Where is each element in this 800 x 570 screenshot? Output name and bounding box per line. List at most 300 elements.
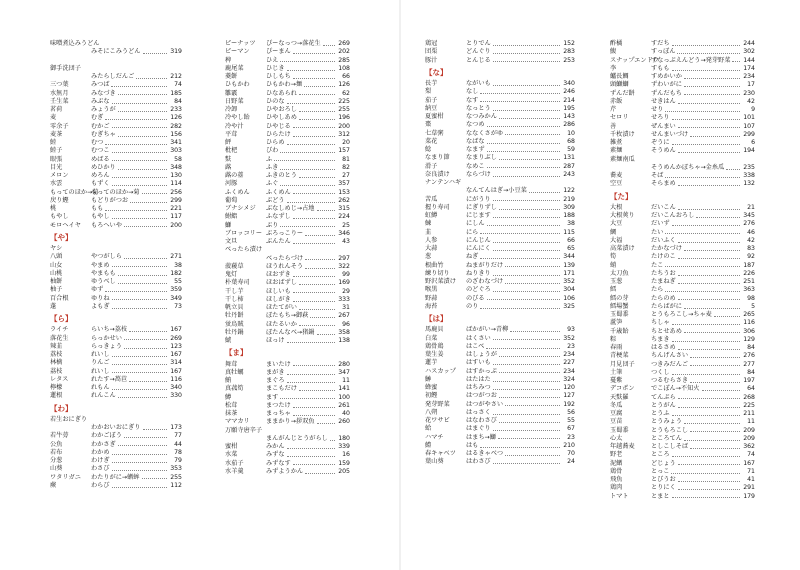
- entry-reading: ぴーなっつ→落花生: [266, 40, 321, 47]
- entry-term: 野老: [610, 451, 623, 459]
- entry-reading: たまねぎ: [651, 278, 676, 285]
- entry-reading: つるむらさき: [651, 377, 689, 384]
- index-entry: [610, 48, 755, 56]
- entry-page-number: 271: [170, 253, 182, 261]
- dot-leader: [287, 197, 335, 203]
- entry-term: モロヘイヤ: [50, 221, 81, 229]
- index-entry: [50, 392, 182, 400]
- dot-leader: [112, 368, 167, 374]
- entry-page-number: 319: [170, 48, 182, 56]
- entry-reading: まいたけ: [266, 360, 291, 368]
- entry-reading: まつたけ: [266, 401, 291, 409]
- section-heading: [425, 315, 575, 323]
- dot-leader: [118, 90, 167, 96]
- index-entry: [50, 270, 182, 278]
- entry-page-number: 126: [170, 114, 182, 122]
- dot-leader: [293, 271, 335, 277]
- entry-term: 水羊羹: [225, 467, 244, 475]
- entry-reading: ふ: [266, 155, 273, 163]
- entry-page-number: 73: [174, 302, 182, 310]
- entry-page-number: 153: [338, 188, 350, 196]
- entry-page-number: 225: [743, 401, 755, 409]
- index-entry: [425, 409, 575, 417]
- entry-reading: そらまめ: [651, 180, 676, 188]
- entry-term: 蕗: [225, 163, 232, 171]
- entry-page-number: 123: [170, 342, 182, 350]
- entry-page-number: 70: [567, 450, 575, 457]
- index-entry: [425, 458, 575, 466]
- dot-leader: [112, 98, 167, 104]
- entry-reading: もってのほか→菊: [91, 188, 140, 196]
- index-entry: [225, 164, 350, 172]
- index-entry: [50, 189, 182, 197]
- entry-reading: わかおいおにぎり: [91, 424, 141, 431]
- entry-page-number: 98: [747, 294, 755, 302]
- index-entry: [610, 418, 755, 426]
- entry-page-number: 24: [567, 458, 575, 466]
- index-entry: [610, 237, 755, 245]
- entry-term: 鰒: [610, 48, 617, 56]
- entry-term: 林檎: [50, 359, 63, 367]
- entry-page-number: 255: [338, 106, 350, 113]
- index-entry: [50, 326, 182, 334]
- dot-leader: [480, 97, 560, 103]
- entry-reading: そば: [651, 172, 664, 179]
- index-entry: [50, 90, 182, 98]
- entry-term: 壬生菜: [50, 97, 69, 105]
- entry-page-number: 315: [338, 205, 350, 212]
- entry-reading: すもも: [651, 64, 670, 72]
- dot-leader: [112, 180, 167, 186]
- index-entry: [610, 319, 755, 327]
- entry-page-number: 25: [342, 221, 350, 229]
- index-entry: [225, 172, 350, 180]
- index-entry: [225, 73, 350, 81]
- entry-term: 冬瓜: [610, 401, 623, 409]
- index-entry: [225, 427, 350, 435]
- entry-reading: やまめ: [91, 261, 110, 269]
- entry-term: 葡萄: [225, 196, 238, 204]
- entry-term: 高菜漬け: [610, 245, 635, 252]
- dot-leader: [493, 425, 560, 431]
- index-entry: [610, 352, 755, 360]
- dot-leader: [505, 401, 560, 407]
- entry-page-number: 58: [174, 155, 182, 163]
- dot-leader: [493, 40, 560, 46]
- index-entry: [50, 222, 182, 230]
- index-entry: [610, 303, 755, 311]
- entry-term: 素麺南瓜: [610, 155, 635, 163]
- entry-term: 棗: [425, 121, 432, 129]
- entry-reading: なつみかん: [466, 113, 497, 120]
- entry-term: 豆苗: [610, 418, 623, 426]
- entry-page-number: 114: [170, 180, 182, 188]
- entry-page-number: 130: [170, 172, 182, 179]
- entry-term: 春キャベツ: [425, 450, 456, 457]
- entry-page-number: 352: [563, 334, 575, 342]
- entry-reading: ひもかわ→麺: [266, 81, 303, 89]
- index-entry: [425, 163, 575, 171]
- entry-page-number: 276: [743, 352, 755, 360]
- dot-leader: [684, 90, 740, 96]
- entry-page-number: 41: [747, 476, 755, 483]
- entry-term: [225, 255, 265, 263]
- entry-page-number: 322: [338, 262, 350, 270]
- dot-leader: [493, 376, 560, 382]
- index-entry: [50, 384, 182, 392]
- entry-term: [50, 48, 90, 56]
- entry-page-number: 157: [338, 147, 350, 155]
- entry-page-number: 44: [174, 440, 182, 448]
- entry-page-number: 55: [174, 278, 182, 285]
- entry-term: 蓬: [50, 302, 57, 310]
- entry-reading: ぼたんなべ→猪鍋: [266, 328, 315, 336]
- entry-reading: ほたるいか: [266, 320, 297, 328]
- index-entry: [425, 442, 575, 450]
- index-entry: [610, 73, 755, 81]
- entry-page-number: 358: [338, 328, 350, 336]
- entry-page-number: 244: [743, 40, 755, 47]
- entry-term: 八頭: [50, 253, 63, 261]
- entry-reading: せんまいづけ: [651, 130, 689, 138]
- index-entry: [225, 189, 350, 197]
- entry-page-number: 31: [342, 304, 350, 311]
- entry-term: 長芋: [425, 80, 438, 87]
- index-entry: [225, 131, 350, 139]
- entry-reading: なし: [466, 88, 479, 96]
- entry-reading: にじます: [466, 212, 491, 219]
- entry-term: 冷卸: [225, 106, 238, 113]
- dot-leader: [280, 57, 335, 63]
- entry-page-number: 169: [338, 279, 350, 287]
- dot-leader: [112, 172, 167, 178]
- index-entry: [50, 416, 182, 424]
- entry-page-number: 11: [342, 377, 350, 384]
- index-entry: [425, 237, 575, 245]
- section-heading: [225, 349, 350, 357]
- entry-reading: にんにく: [466, 245, 491, 252]
- entry-page-number: 139: [563, 261, 575, 269]
- dot-leader: [118, 270, 167, 276]
- entry-page-number: 29: [342, 287, 350, 295]
- entry-page-number: 81: [342, 155, 350, 163]
- entry-reading: ねまがりだけ: [466, 261, 504, 269]
- dot-leader: [480, 88, 560, 94]
- index-entry: [610, 460, 755, 468]
- dot-leader: [118, 131, 167, 137]
- dot-leader: [293, 410, 335, 416]
- entry-page-number: 349: [170, 294, 182, 302]
- dot-leader: [678, 180, 740, 186]
- entry-reading: にら: [466, 228, 479, 236]
- dot-leader: [493, 384, 560, 390]
- dot-leader: [493, 245, 560, 251]
- entry-reading: ふき: [266, 163, 279, 171]
- entry-reading: たらばがに: [651, 302, 682, 310]
- entry-reading: ちとせあめ: [651, 327, 682, 335]
- entry-reading: もずく: [91, 180, 110, 188]
- dot-leader: [118, 164, 167, 170]
- index-entry: [425, 253, 575, 261]
- dot-leader: [672, 451, 740, 457]
- index-entry: [610, 229, 755, 237]
- entry-reading: わかさぎ: [91, 440, 116, 448]
- dot-leader: [696, 212, 740, 218]
- entry-term: 分葱: [50, 457, 63, 464]
- entry-page-number: 212: [170, 73, 182, 80]
- dot-leader: [480, 253, 560, 259]
- dot-leader: [678, 204, 740, 210]
- entry-reading: ぶなしめじ→占地: [266, 205, 315, 212]
- dot-leader: [493, 458, 560, 464]
- section-heading: [425, 69, 575, 77]
- index-entry: [610, 369, 755, 377]
- entry-reading: ぶろっこりー: [266, 229, 304, 237]
- dot-leader: [129, 376, 167, 382]
- entry-term: 土筆: [610, 368, 623, 376]
- entry-reading: ほっけ: [266, 337, 285, 344]
- entry-term: 平茸: [225, 130, 238, 138]
- entry-page-number: 21: [747, 203, 755, 211]
- entry-term: 鮃: [225, 139, 232, 146]
- entry-page-number: 174: [743, 64, 755, 72]
- entry-page-number: 200: [170, 221, 182, 229]
- entry-page-number: 227: [563, 359, 575, 367]
- index-entry: [50, 123, 182, 131]
- dot-leader: [143, 48, 168, 54]
- index-entry: [225, 246, 350, 254]
- dot-leader: [493, 171, 560, 177]
- dot-leader: [287, 139, 335, 145]
- index-entry: [610, 427, 755, 435]
- entry-term: 虹鱒: [425, 212, 438, 219]
- index-entry: [425, 425, 575, 433]
- section-heading: [50, 315, 182, 323]
- dot-leader: [274, 156, 335, 162]
- dot-leader: [323, 40, 335, 46]
- index-entry: [50, 65, 182, 73]
- entry-reading: どじょう: [651, 459, 676, 467]
- entry-term: 豆腐: [610, 410, 623, 417]
- dot-leader: [499, 113, 560, 119]
- entry-page-number: 287: [563, 162, 575, 170]
- entry-reading: にんじん: [466, 236, 491, 244]
- entry-reading: なまりぶし: [466, 154, 497, 162]
- index-entry: [610, 377, 755, 385]
- index-entry: [50, 262, 182, 270]
- dot-leader: [493, 105, 560, 111]
- entry-term: 桃: [50, 205, 57, 212]
- entry-page-number: 269: [338, 40, 350, 47]
- entry-reading: ひらたけ: [266, 130, 291, 138]
- entry-page-number: 9: [751, 106, 755, 113]
- entry-page-number: 55: [567, 417, 575, 424]
- dot-leader: [118, 278, 167, 284]
- index-entry: [425, 171, 575, 179]
- entry-page-number: 340: [170, 384, 182, 391]
- index-entry: [50, 172, 182, 180]
- entry-page-number: 265: [743, 311, 755, 318]
- entry-reading: ひなあられ: [266, 89, 297, 97]
- index-entry: [50, 482, 182, 490]
- entry-page-number: 234: [563, 351, 575, 358]
- index-entry: [225, 65, 350, 73]
- dot-leader: [287, 65, 335, 71]
- entry-reading: ちまき: [651, 335, 670, 343]
- entry-reading: にがうり: [466, 195, 491, 203]
- entry-term: 山女: [50, 261, 63, 269]
- index-entry: [610, 493, 755, 501]
- entry-page-number: 341: [170, 139, 182, 146]
- index-entry: [610, 245, 755, 253]
- entry-reading: せろり: [651, 114, 670, 122]
- entry-reading: わかめ: [91, 448, 110, 456]
- index-entry: [50, 286, 182, 294]
- index-entry: [425, 179, 575, 187]
- entry-term: 柚餅: [50, 278, 63, 285]
- dot-leader: [499, 417, 560, 423]
- dot-leader: [317, 329, 336, 335]
- index-entry: [610, 402, 755, 410]
- dot-leader: [672, 114, 740, 120]
- entry-reading: たちうお: [651, 269, 676, 277]
- entry-page-number: 71: [747, 467, 755, 475]
- dot-leader: [293, 288, 335, 294]
- index-entry: [610, 385, 755, 393]
- entry-reading: れもん: [91, 384, 110, 391]
- entry-page-number: 6: [751, 139, 755, 146]
- index-entry: [225, 48, 350, 56]
- dot-leader: [510, 326, 560, 332]
- entry-term: 初鰹: [425, 392, 438, 400]
- entry-term: 月見団子: [610, 360, 635, 368]
- index-entry: [610, 451, 755, 459]
- dot-leader: [105, 205, 167, 211]
- entry-page-number: 333: [338, 295, 350, 303]
- entry-reading: ひらめ: [266, 139, 285, 146]
- index-entry: [50, 180, 182, 188]
- entry-page-number: 226: [743, 269, 755, 277]
- entry-term: 李: [610, 64, 617, 72]
- entry-term: 茘枝: [50, 367, 63, 375]
- entry-reading: たい: [651, 228, 664, 236]
- entry-reading: ぴーまん: [266, 48, 291, 56]
- entry-term: 鶏骨鶏: [425, 342, 444, 350]
- entry-page-number: 251: [743, 278, 755, 285]
- index-entry: [425, 351, 575, 359]
- dot-leader: [317, 205, 336, 211]
- entry-reading: れたす→萵苣: [91, 375, 128, 383]
- entry-term: 泥鰌: [610, 459, 623, 467]
- entry-term: 蓮根: [50, 392, 63, 400]
- dot-leader: [112, 457, 167, 463]
- entry-reading: たかなづけ: [651, 245, 682, 252]
- index-entry: [50, 432, 182, 440]
- index-entry: [50, 156, 182, 164]
- entry-term: 鯰: [425, 146, 432, 153]
- dot-leader: [505, 130, 560, 136]
- entry-reading: ゆりね: [91, 294, 110, 302]
- dot-leader: [714, 311, 740, 317]
- index-entry: [50, 114, 182, 122]
- dot-leader: [732, 57, 740, 63]
- entry-page-number: 235: [743, 163, 755, 171]
- entry-term: 水菜: [225, 451, 238, 459]
- entry-term: 鹿尾菜: [225, 64, 244, 72]
- entry-term: ヤシ: [50, 245, 63, 252]
- entry-page-number: 84: [747, 344, 755, 351]
- section-heading: [50, 405, 182, 413]
- entry-page-number: 299: [743, 130, 755, 138]
- dot-leader: [487, 220, 560, 226]
- dot-leader: [493, 237, 560, 243]
- entry-page-number: 59: [567, 146, 575, 153]
- entry-term: 赤飯: [610, 97, 623, 105]
- entry-term: 荔枝: [50, 351, 63, 358]
- dot-leader: [690, 427, 740, 433]
- index-entry: [610, 468, 755, 476]
- entry-page-number: 359: [170, 286, 182, 294]
- entry-page-number: 192: [563, 400, 575, 408]
- index-entry: [425, 187, 575, 195]
- index-entry: [425, 138, 575, 146]
- entry-page-number: 197: [743, 377, 755, 384]
- index-entry: [225, 40, 350, 48]
- dot-leader: [678, 484, 740, 490]
- index-entry: [50, 147, 182, 155]
- index-entry: [610, 484, 755, 492]
- entry-reading: とりにく: [651, 484, 676, 492]
- dot-leader: [493, 212, 560, 218]
- entry-page-number: 117: [170, 213, 182, 221]
- entry-term: メロン: [50, 172, 69, 179]
- entry-reading: とんじる: [466, 56, 491, 64]
- entry-page-number: 346: [338, 229, 350, 237]
- dot-leader: [678, 270, 740, 276]
- entry-reading: ままかり→拶双魚: [266, 418, 315, 426]
- dot-leader: [487, 295, 560, 301]
- dot-leader: [672, 139, 740, 145]
- entry-page-number: 38: [567, 220, 575, 228]
- dot-leader: [112, 465, 167, 471]
- entry-page-number: 108: [338, 64, 350, 72]
- entry-page-number: 167: [170, 367, 182, 375]
- entry-page-number: 131: [563, 154, 575, 162]
- entry-term: 蛸: [610, 261, 617, 269]
- index-entry: [50, 139, 182, 147]
- entry-reading: はも: [466, 441, 479, 449]
- dot-leader: [499, 154, 560, 160]
- index-entry: [610, 172, 755, 180]
- entry-page-number: 182: [170, 269, 182, 277]
- index-entry: [50, 457, 182, 465]
- entry-page-number: 152: [563, 40, 575, 47]
- index-entry: [610, 180, 755, 188]
- entry-term: 天麩羅: [610, 393, 629, 401]
- entry-term: ワタリガニ: [50, 473, 81, 481]
- index-entry: [425, 359, 575, 367]
- entry-reading: もろへいや: [91, 221, 122, 229]
- entry-reading: ひじき: [266, 64, 285, 72]
- entry-reading: れいし: [91, 351, 110, 358]
- index-entry: [225, 410, 350, 418]
- entry-page-number: 116: [743, 319, 755, 327]
- entry-page-number: 209: [743, 434, 755, 442]
- dot-leader: [678, 123, 740, 129]
- index-entry: [610, 114, 755, 122]
- index-entry: [225, 57, 350, 65]
- entry-term: 若生おにぎり: [50, 415, 88, 423]
